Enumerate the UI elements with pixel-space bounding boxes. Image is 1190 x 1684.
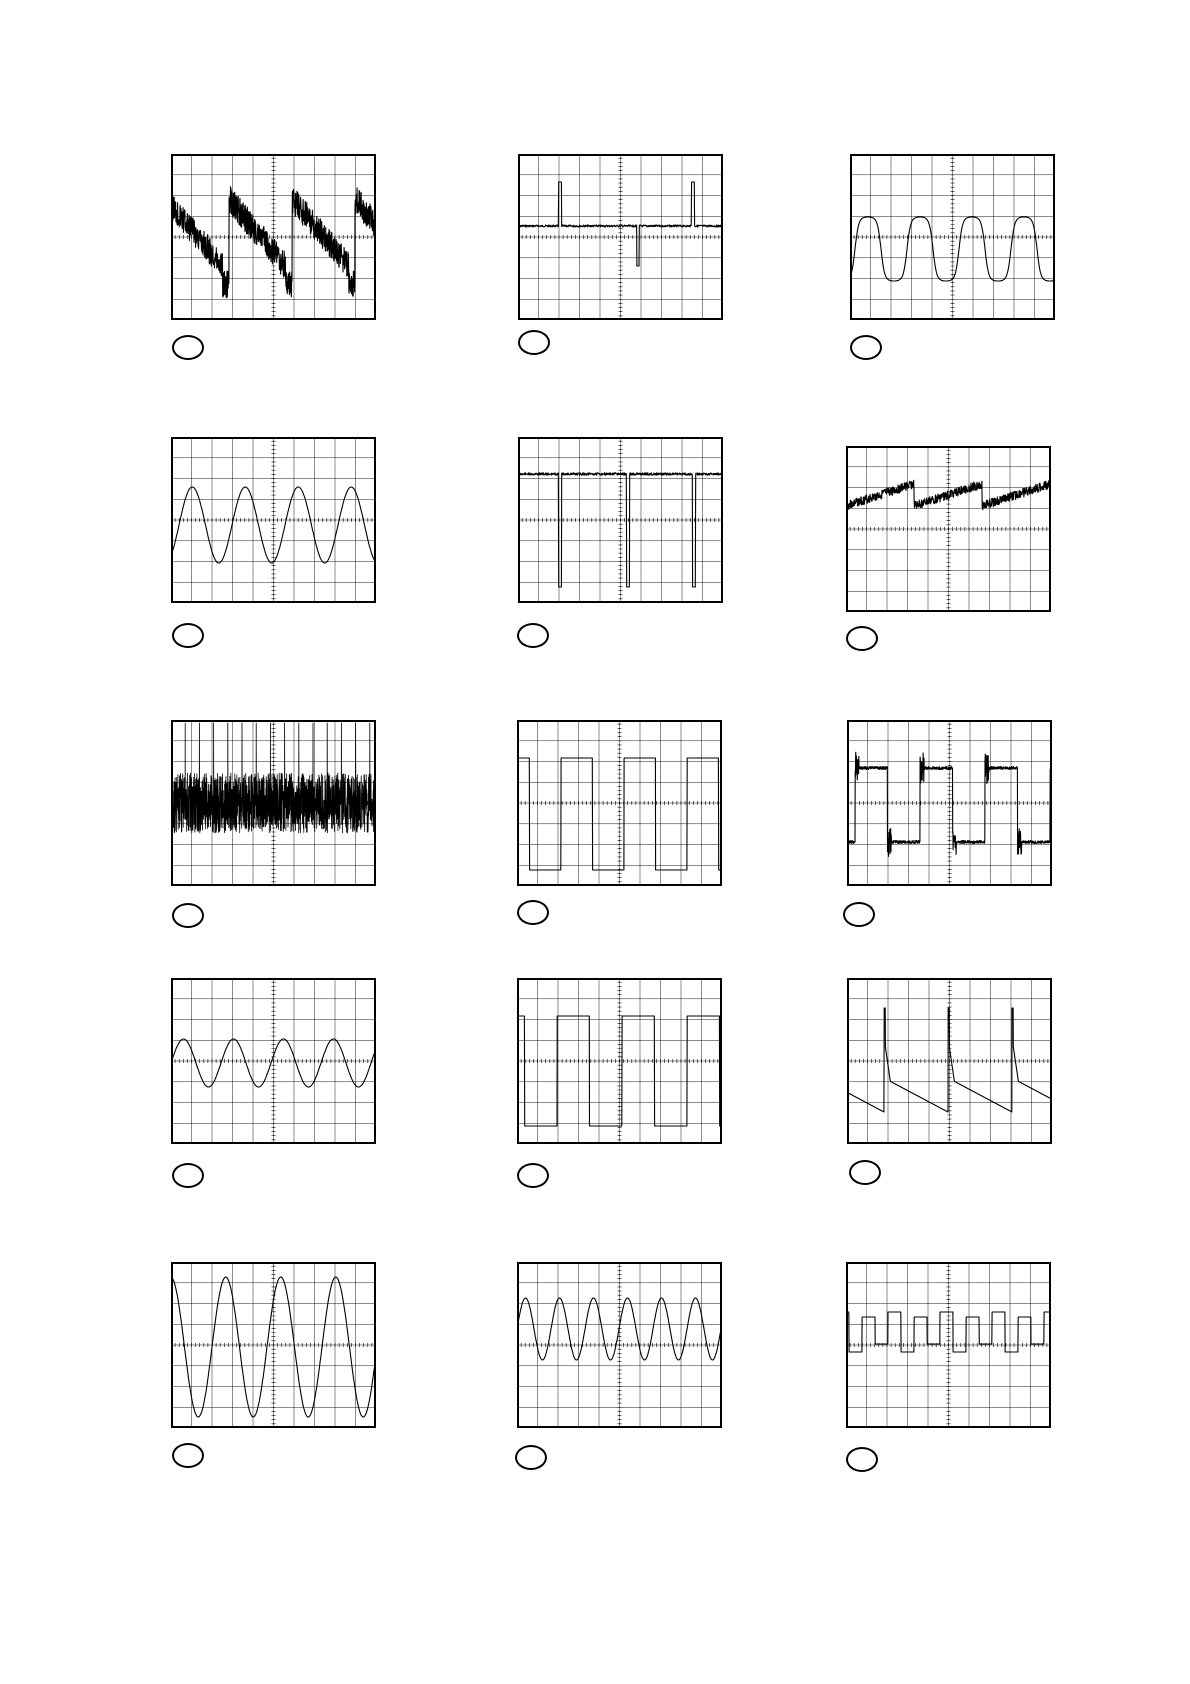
label-circle xyxy=(517,900,549,925)
label-circle xyxy=(172,903,204,928)
oscilloscope-screen xyxy=(517,978,722,1144)
label-circle xyxy=(843,902,875,927)
label-circle xyxy=(172,1163,204,1188)
waveform-plot xyxy=(518,437,723,603)
oscilloscope-screen xyxy=(518,154,723,320)
label-circle xyxy=(172,623,204,648)
oscilloscope-screen xyxy=(847,978,1052,1144)
waveform-plot xyxy=(517,978,722,1144)
waveform-plot xyxy=(171,154,376,320)
oscilloscope-screen xyxy=(517,1262,722,1428)
label-circle xyxy=(172,335,204,360)
label-circle xyxy=(515,1445,547,1470)
waveform-plot xyxy=(847,720,1052,886)
waveform-plot xyxy=(517,1262,722,1428)
waveform-plot xyxy=(846,446,1051,612)
waveform-plot xyxy=(850,154,1055,320)
oscilloscope-screen xyxy=(850,154,1055,320)
waveform-plot xyxy=(846,1262,1051,1428)
oscilloscope-screen xyxy=(846,446,1051,612)
oscilloscope-screen xyxy=(171,720,376,886)
label-circle xyxy=(517,1163,549,1188)
label-circle xyxy=(517,623,549,648)
oscilloscope-screen xyxy=(518,437,723,603)
label-circle xyxy=(846,1447,878,1472)
waveform-plot xyxy=(171,720,376,886)
oscilloscope-screen xyxy=(171,154,376,320)
label-circle xyxy=(172,1443,204,1468)
label-circle xyxy=(846,626,878,651)
oscilloscope-screen xyxy=(846,1262,1051,1428)
waveform-plot xyxy=(171,437,376,603)
oscilloscope-screen xyxy=(171,437,376,603)
oscilloscope-screen xyxy=(171,978,376,1144)
label-circle xyxy=(518,330,550,355)
waveform-plot xyxy=(171,978,376,1144)
waveform-plot xyxy=(517,720,722,886)
oscilloscope-screen xyxy=(847,720,1052,886)
waveform-plot xyxy=(847,978,1052,1144)
oscilloscope-screen xyxy=(517,720,722,886)
waveform-plot xyxy=(171,1262,376,1428)
label-circle xyxy=(849,1160,881,1185)
waveform-plot xyxy=(518,154,723,320)
label-circle xyxy=(850,335,882,360)
oscilloscope-screen xyxy=(171,1262,376,1428)
